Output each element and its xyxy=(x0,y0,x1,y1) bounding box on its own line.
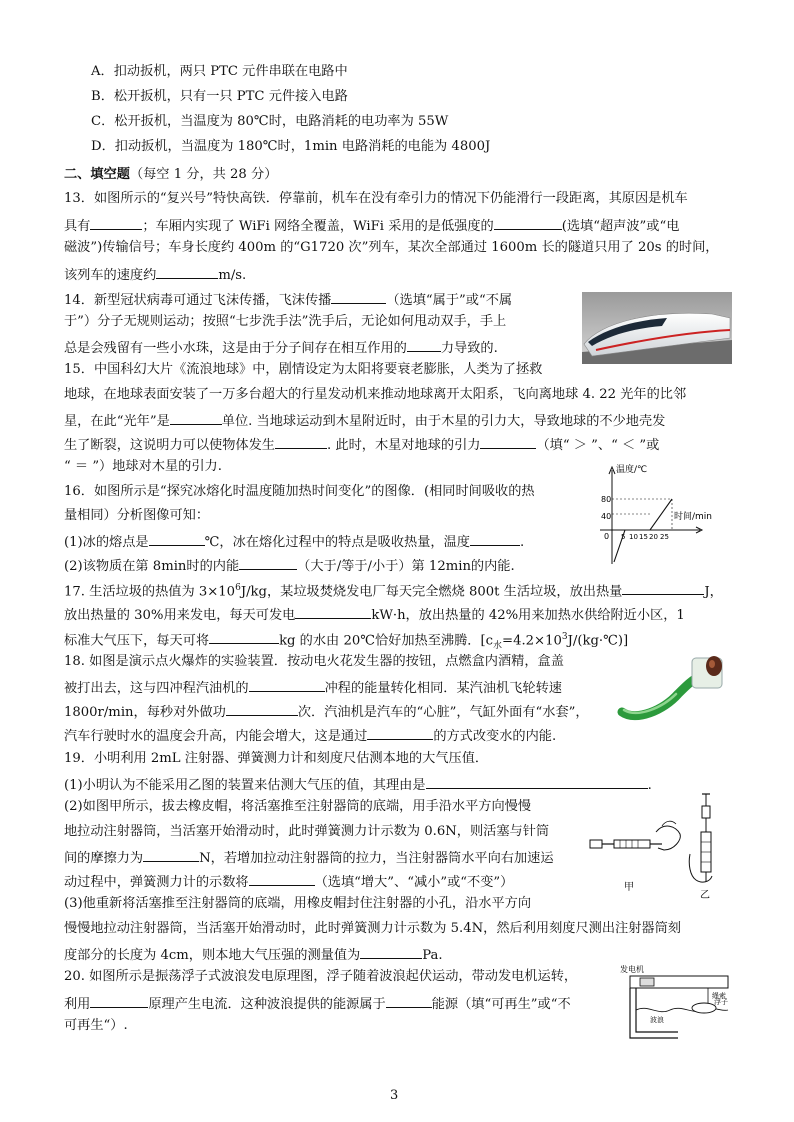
q15-line3: 星，在此“光年”是 单位. 当地球运动到木星附近时，由于木星的引力大，导致地球的不少地壳发 xyxy=(64,410,665,431)
answer-blank[interactable] xyxy=(156,264,218,279)
answer-blank[interactable] xyxy=(494,215,562,230)
melting-graph xyxy=(592,458,732,568)
graph-xtick: 5 xyxy=(621,533,626,541)
graph-ytick: 40 xyxy=(601,512,612,521)
option-a: A．扣动扳机，两只 PTC 元件串联在电路中 xyxy=(91,64,348,79)
q16-line2: 量相同）分析图像可知： xyxy=(64,508,210,523)
q14-line2: 于”）分子无规则运动；按照“七步洗手法”洗手后，无论如何甩动双手，手上 xyxy=(64,314,507,329)
q19-line1: 19．小明利用 2mL 注射器、弹簧测力计和刻度尺估测本地的大气压值． xyxy=(64,751,489,766)
q19-line5: 间的摩擦力为 N，若增加拉动注射器筒的拉力，当注射器筒水平向右加速运 xyxy=(64,847,554,868)
q15-line4: 生了断裂，这说明力可以使物体发生 . 此时，木星对地球的引力 （填“ ＞ ”、“ ＜ ”或 xyxy=(64,434,659,455)
answer-blank[interactable] xyxy=(170,410,222,425)
q19-line2: (1)小明认为不能采用乙图的装置来估测大气压的值，其理由是 . xyxy=(64,774,652,795)
syringe-experiment-figure xyxy=(584,792,734,902)
q13-line4: 该列车的速度约 m/s. xyxy=(64,264,246,285)
label-float: 浮子 xyxy=(714,998,728,1006)
high-speed-train-image xyxy=(582,292,732,364)
option-b: B．松开扳机，只有一只 PTC 元件接入电路 xyxy=(91,89,348,104)
answer-blank[interactable] xyxy=(90,215,142,230)
answer-blank[interactable] xyxy=(143,847,199,862)
answer-blank[interactable] xyxy=(209,629,279,644)
q17-line3: 标准大气压下，每天可将 kg 的水由 20℃恰好加热至沸腾．$[c_水=4.2\times 10^3J/(kg\cdot℃)]$ xyxy=(64,628,628,655)
answer-blank[interactable] xyxy=(275,434,327,449)
q13-line3: 磁波”)传输信号；车身长度约 400m 的“G1720 次”列车，某次全部通过 1600m 长的隧道只用了 20s 的时间， xyxy=(64,240,719,255)
answer-blank[interactable] xyxy=(426,774,648,789)
graph-ylabel: 温度/℃ xyxy=(616,465,648,475)
q19-line6: 动过程中，弹簧测力计的示数将 （选填“增大”、“减小”或“不变”） xyxy=(64,871,513,892)
q17-line2: 放出热量的 30%用来发电，每天可发电 kW·h，放出热量的 42%用来加热水供给附近小区，1 xyxy=(64,604,685,625)
q19-line7: (3)他重新将活塞推至注射器筒的底端，用橡皮帽封住注射器的小孔，沿水平方向 xyxy=(64,896,532,911)
q19-line4: 地拉动注射器筒，当活塞开始滑动时，此时弹簧测力计示数为 0.6N，则活塞与针筒 xyxy=(64,824,550,839)
option-d: D．扣动扳机，当温度为 180℃时，1min 电路消耗的电能为 4800J xyxy=(91,139,491,154)
graph-ytick: 0 xyxy=(604,532,610,541)
q13-line2: 具有 ；车厢内实现了 WiFi 网络全覆盖，WiFi 采用的是低强度的 (选填“超声波”或“电 xyxy=(64,215,679,236)
answer-blank[interactable] xyxy=(249,871,315,886)
answer-blank[interactable] xyxy=(249,677,325,692)
answer-blank[interactable] xyxy=(90,993,148,1008)
float-icon xyxy=(692,1003,716,1013)
q17-line1: 17. 生活垃圾的热值为 $3\times 10^6J/kg$，某垃圾焚烧发电厂每天完全燃烧 800t 生活垃圾，放出热量 J， xyxy=(64,579,723,601)
q19-line8: 慢慢地拉动注射器筒，当活塞开始滑动时，此时弹簧测力计示数为 5.4N，然后利用刻度尺测出注射器筒刻 xyxy=(64,921,681,936)
generator-icon xyxy=(640,978,654,986)
answer-blank[interactable] xyxy=(622,580,704,595)
label-rope: 绳索 xyxy=(712,992,726,1000)
q18-line1: 18. 如图是演示点火爆炸的实验装置．按动电火花发生器的按钮，点燃盒内酒精，盒盖 xyxy=(64,654,564,669)
answer-blank[interactable] xyxy=(470,531,520,546)
section-note: （每空 1 分，共 28 分） xyxy=(129,167,278,182)
q15-line5: “ ＝ ”）地球对木星的引力. xyxy=(64,459,222,474)
option-c: C．松开扳机，当温度为 80℃时，电路消耗的电功率为 55W xyxy=(91,114,449,129)
answer-blank[interactable] xyxy=(386,993,432,1008)
label-yi: 乙 xyxy=(700,890,710,901)
answer-blank[interactable] xyxy=(149,531,205,546)
q15-line1: 15．中国科幻大片《流浪地球》中，剧情设定为太阳将要衰老膨胀，人类为了拯救 xyxy=(64,362,543,377)
graph-xtick: 15 xyxy=(639,533,648,541)
q20-line1: 20. 如图所示是振荡浮子式波浪发电原理图，浮子随着波浪起伏运动，带动发电机运转， xyxy=(64,969,578,984)
label-wave: 波浪 xyxy=(650,1016,664,1024)
section-title: 二、填空题 xyxy=(64,167,130,182)
q20-line2: 利用 原理产生电流．这种波浪提供的能源属于 能源（填“可再生”或“不 xyxy=(64,993,571,1014)
answer-blank[interactable] xyxy=(331,289,386,304)
q16-line1: 16．如图所示是“探究冰熔化时温度随加热时间变化”的图像．(相同时间吸收的热 xyxy=(64,484,535,499)
q18-line2: 被打出去，这与四冲程汽油机的 冲程的能量转化相同．某汽油机飞轮转速 xyxy=(64,677,562,698)
graph-xtick: 10 xyxy=(629,533,638,541)
answer-blank[interactable] xyxy=(367,725,433,740)
q16-line3: (1)冰的熔点是 ℃，冰在熔化过程中的特点是吸收热量，温度 . xyxy=(64,531,524,552)
q14-line1: 14．新型冠状病毒可通过飞沫传播，飞沫传播 （选填“属于”或“不属 xyxy=(64,289,512,310)
q19-line3: (2)如图甲所示，拔去橡皮帽，将活塞推至注射器筒的底端，用手沿水平方向慢慢 xyxy=(64,799,532,814)
answer-blank[interactable] xyxy=(360,944,422,959)
answer-blank[interactable] xyxy=(226,701,298,716)
q18-line3: 1800r/min，每秒对外做功 次．汽油机是汽车的“心脏”，气缸外面有“水套”， xyxy=(64,701,589,722)
q13-line1: 13．如图所示的“复兴号”特快高铁．停靠前，机车在没有牵引力的情况下仍能滑行一段距离，其原因是机车 xyxy=(64,191,688,206)
q15-line2: 地球，在地球表面安装了一万多台超大的行星发动机来推动地球离开太阳系，飞向离地球 4. 22 光年的比邻 xyxy=(64,387,687,402)
q14-line3: 总是会残留有一些小水珠，这是由于分子间存在相互作用的 力导致的. xyxy=(64,337,498,358)
page-number: 3 xyxy=(390,1088,399,1103)
q18-line4: 汽车行驶时水的温度会升高，内能会增大，这是通过 的方式改变水的内能. xyxy=(64,725,556,746)
graph-xlabel: 时间/min xyxy=(674,512,713,522)
label-generator: 发电机 xyxy=(620,965,644,974)
section-heading xyxy=(64,166,277,184)
q20-line3: 可再生“）. xyxy=(64,1018,128,1033)
graph-ytick: 80 xyxy=(601,495,612,504)
label-jia: 甲 xyxy=(624,882,634,893)
graph-xtick: 25 xyxy=(660,533,669,541)
answer-blank[interactable] xyxy=(239,555,297,570)
answer-blank[interactable] xyxy=(295,604,371,619)
answer-blank[interactable] xyxy=(480,434,536,449)
answer-blank[interactable] xyxy=(407,337,441,352)
wave-generator-figure xyxy=(618,964,738,1044)
graph-xtick: 20 xyxy=(649,533,658,541)
q16-line4: (2)该物质在第 8min时的内能 （大于/等于/小于）第 12min的内能. xyxy=(64,555,515,576)
q19-line9: 度部分的长度为 4cm，则本地大气压强的测量值为 Pa. xyxy=(64,944,443,965)
ignition-apparatus-image xyxy=(616,650,731,722)
